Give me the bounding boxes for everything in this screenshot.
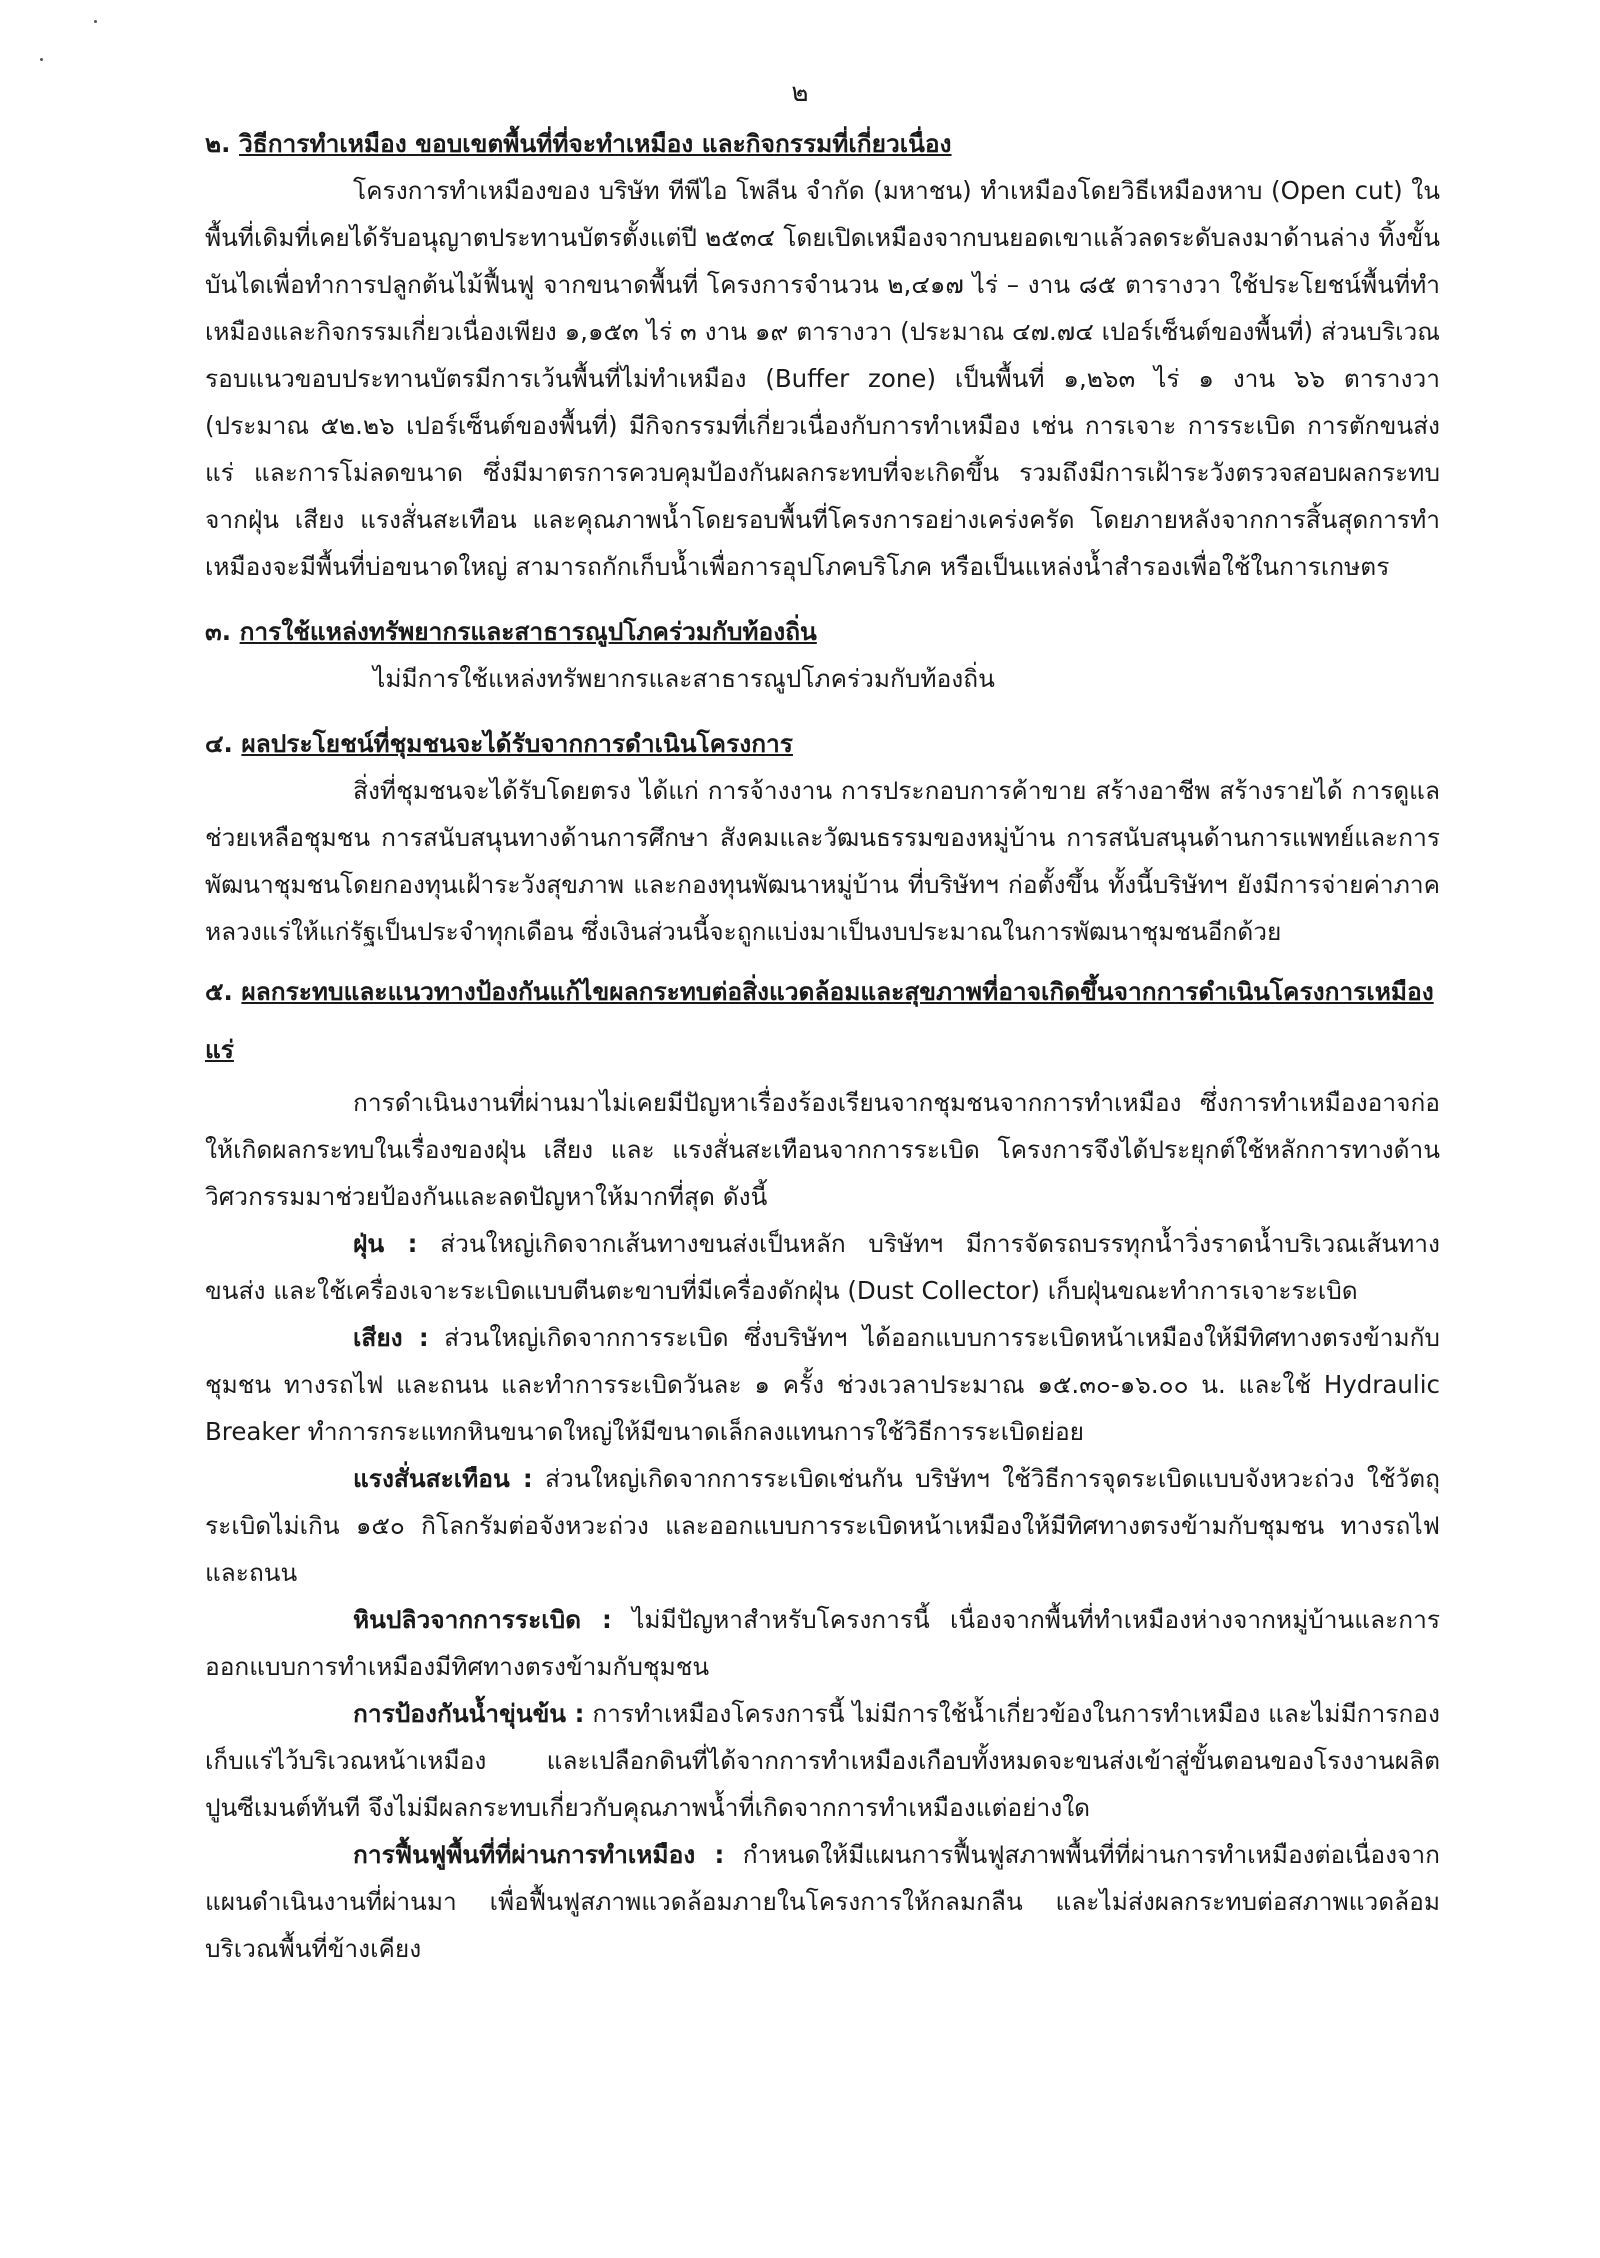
impact-text: ส่วนใหญ่เกิดจากเส้นทางขนส่งเป็นหลัก บริษัทฯ มีการจัดรถบรรทุกน้ำวิ่งราดน้ำบริเวณเส้นทางขนส่ง และใช้เครื่องเจาะระเบิดแบบตีนตะขาบที่มีเครื่องดักฝุ่น (Dust Collector) เก็บฝุ่นขณะทำการเจาะระเบิด	[205, 1229, 1440, 1305]
section-paragraph: สิ่งที่ชุมชนจะได้รับโดยตรง ได้แก่ การจ้างงาน การประกอบการค้าขาย สร้างอาชีพ สร้างรายได้ การดูแลช่วยเหลือชุมชน การสนับสนุนทางด้านการศึกษา สังคมและวัฒนธรรมของหมู่บ้าน การสนับสนุนด้านการแพทย์และการพัฒนาชุมชนโดยกองทุนเฝ้าระวังสุขภาพ และกองทุนพัฒนาหมู่บ้าน ที่บริษัทฯ ก่อตั้งขึ้น ทั้งนี้บริษัทฯ ยังมีการจ่ายค่าภาคหลวงแร่ให้แก่รัฐเป็นประจำทุกเดือน ซึ่งเงินส่วนนี้จะถูกแบ่งมาเป็นงบประมาณในการพัฒนาชุมชนอีกด้วย	[205, 776, 1440, 946]
impact-item-dust	[205, 1220, 1440, 1314]
impact-label: หินปลิวจากการระเบิด :	[353, 1605, 612, 1634]
section-paragraph: การดำเนินงานที่ผ่านมาไม่เคยมีปัญหาเรื่องร้องเรียนจากชุมชนจากการทำเหมือง ซึ่งการทำเหมืองอาจก่อให้เกิดผลกระทบในเรื่องของฝุ่น เสียง และ แรงสั่นสะเทือนจากการระเบิด โครงการจึงได้ประยุกต์ใช้หลักการทางด้านวิศวกรรมมาช่วยป้องกันและลดปัญหาให้มากที่สุด ดังนี้	[205, 1088, 1440, 1211]
impact-item-turbidity	[205, 1690, 1440, 1831]
section-number: ๓.	[205, 617, 232, 646]
section-4	[205, 720, 1440, 955]
section-heading	[205, 720, 1440, 767]
section-2	[205, 120, 1440, 590]
document-body	[205, 120, 1440, 1972]
section-title: ผลกระทบและแนวทางป้องกันแก้ไขผลกระทบต่อสิ่งแวดล้อมและสุขภาพที่อาจเกิดขึ้นจากการดำเนินโครงการเหมืองแร่	[205, 977, 1434, 1064]
impact-text: ส่วนใหญ่เกิดจากการระเบิด ซึ่งบริษัทฯ ได้ออกแบบการระเบิดหน้าเหมืองให้มีทิศทางตรงข้ามกับชุมชน ทางรถไฟ และถนน และทำการระเบิดวันละ ๑ ครั้ง ช่วงเวลาประมาณ ๑๕.๓๐-๑๖.๐๐ น. และใช้ Hydraulic Breaker ทำการกระแทกหินขนาดใหญ่ให้มีขนาดเล็กลงแทนการใช้วิธีการระเบิดย่อย	[205, 1323, 1440, 1446]
section-paragraph: โครงการทำเหมืองของ บริษัท ทีพีไอ โพลีน จำกัด (มหาชน) ทำเหมืองโดยวิธีเหมืองหาบ (Open cut) ในพื้นที่เดิมที่เคยได้รับอนุญาตประทานบัตรตั้งแต่ปี ๒๕๓๔ โดยเปิดเหมืองจากบนยอดเขาแล้วลดระดับลงมาด้านล่าง ทิ้งขั้นบันไดเพื่อทำการปลูกต้นไม้ฟื้นฟู จากขนาดพื้นที่ โครงการจำนวน ๒,๔๑๗ ไร่ – งาน ๘๕ ตารางวา ใช้ประโยชน์พื้นที่ทำเหมืองและกิจกรรมเกี่ยวเนื่องเพียง ๑,๑๕๓ ไร่ ๓ งาน ๑๙ ตารางวา (ประมาณ ๔๗.๗๔ เปอร์เซ็นต์ของพื้นที่) ส่วนบริเวณรอบแนวขอบประทานบัตรมีการเว้นพื้นที่ไม่ทำเหมือง (Buffer zone) เป็นพื้นที่ ๑,๒๖๓ ไร่ ๑ งาน ๖๖ ตารางวา (ประมาณ ๕๒.๒๖ เปอร์เซ็นต์ของพื้นที่) มีกิจกรรมที่เกี่ยวเนื่องกับการทำเหมือง เช่น การเจาะ การระเบิด การตักขนส่งแร่ และการโม่ลดขนาด ซึ่งมีมาตรการควบคุมป้องกันผลกระทบที่จะเกิดขึ้น รวมถึงมีการเฝ้าระวังตรวจสอบผลกระทบจากฝุ่น เสียง แรงสั่นสะเทือน และคุณภาพน้ำโดยรอบพื้นที่โครงการอย่างเคร่งครัด โดยภายหลังจากการสิ้นสุดการทำเหมืองจะมีพื้นที่บ่อขนาดใหญ่ สามารถกักเก็บน้ำเพื่อการอุปโภคบริโภค หรือเป็นแหล่งน้ำสำรองเพื่อใช้ในการเกษตร	[205, 176, 1440, 581]
scan-speck	[94, 20, 97, 23]
section-heading	[205, 608, 1440, 655]
impact-text: ไม่มีปัญหาสำหรับโครงการนี้ เนื่องจากพื้นที่ทำเหมืองห่างจากหมู่บ้านและการออกแบบการทำเหมืองมีทิศทางตรงข้ามกับชุมชน	[205, 1605, 1440, 1681]
section-number: ๒.	[205, 129, 231, 158]
section-title: การใช้แหล่งทรัพยากรและสาธารณูปโภคร่วมกับท้องถิ่น	[239, 617, 817, 646]
impact-text: ส่วนใหญ่เกิดจากการระเบิดเช่นกัน บริษัทฯ ใช้วิธีการจุดระเบิดแบบจังหวะถ่วง ใช้วัตถุระเบิดไม่เกิน ๑๕๐ กิโลกรัมต่อจังหวะถ่วง และออกแบบการระเบิดหน้าเหมืองให้มีทิศทางตรงข้ามกับชุมชน ทางรถไฟ และถนน	[205, 1464, 1440, 1587]
impact-label: การป้องกันน้ำขุ่นข้น :	[353, 1699, 585, 1728]
section-title: วิธีการทำเหมือง ขอบเขตพื้นที่ที่จะทำเหมือง และกิจกรรมที่เกี่ยวเนื่อง	[239, 129, 952, 158]
section-paragraph: ไม่มีการใช้แหล่งทรัพยากรและสาธารณูปโภคร่วมกับท้องถิ่น	[373, 664, 995, 693]
page-number: ๒	[791, 78, 809, 108]
impact-text: การทำเหมืองโครงการนี้ ไม่มีการใช้น้ำเกี่ยวข้องในการทำเหมือง และไม่มีการกองเก็บแร่ไว้บริเวณหน้าเหมือง และเปลือกดินที่ได้จากการทำเหมืองเกือบทั้งหมดจะขนส่งเข้าสู่ขั้นตอนของโรงงานผลิตปูนซีเมนต์ทันที จึงไม่มีผลกระทบเกี่ยวกับคุณภาพน้ำที่เกิดจากการทำเหมืองแต่อย่างใด	[205, 1699, 1440, 1822]
section-number: ๔.	[205, 729, 233, 758]
section-title: ผลประโยชน์ที่ชุมชนจะได้รับจากการดำเนินโครงการ	[241, 729, 793, 758]
impact-item-noise	[205, 1314, 1440, 1455]
impact-text: กำหนดให้มีแผนการฟื้นฟูสภาพพื้นที่ที่ผ่านการทำเหมืองต่อเนื่องจากแผนดำเนินงานที่ผ่านมา เพื่อฟื้นฟูสภาพแวดล้อมภายในโครงการให้กลมกลืน และไม่ส่งผลกระทบต่อสภาพแวดล้อมบริเวณพื้นที่ข้างเคียง	[205, 1840, 1440, 1963]
section-heading	[205, 120, 1440, 167]
section-number: ๕.	[205, 977, 233, 1006]
impact-label: การฟื้นฟูพื้นที่ที่ผ่านการทำเหมือง :	[353, 1840, 725, 1869]
impact-item-flyrock	[205, 1596, 1440, 1690]
section-3	[205, 608, 1440, 702]
impact-label: ฝุ่น :	[353, 1229, 418, 1258]
impact-label: แรงสั่นสะเทือน :	[353, 1464, 533, 1493]
section-5	[205, 963, 1440, 1972]
impact-item-vibration	[205, 1455, 1440, 1596]
section-heading	[205, 963, 1440, 1079]
scan-speck	[40, 58, 43, 61]
impact-label: เสียง :	[353, 1323, 429, 1352]
impact-item-rehabilitation	[205, 1831, 1440, 1972]
